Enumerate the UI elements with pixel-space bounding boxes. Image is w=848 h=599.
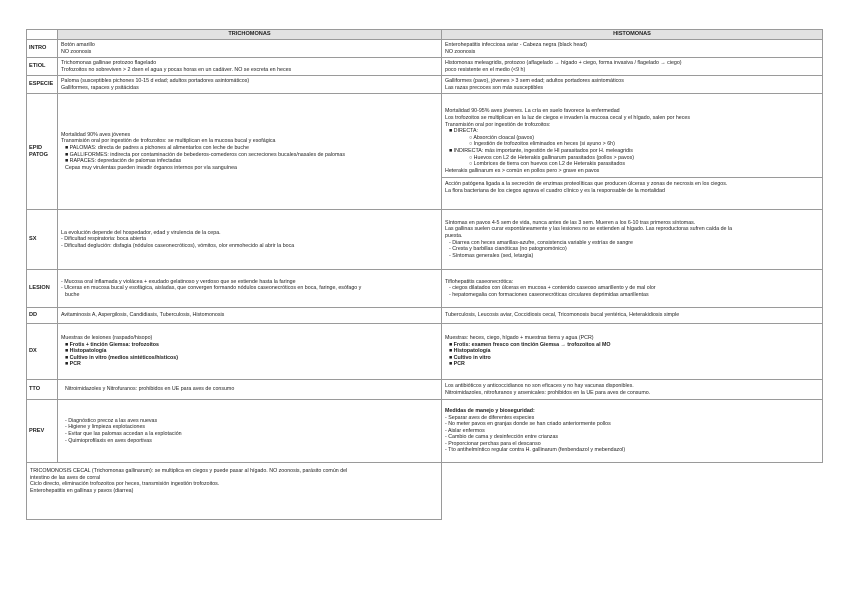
- cecal-note-cell: [27, 463, 442, 520]
- text-line: ■ INDIRECTA: más importante, ingestión de HI parasitados por H. meleagridis: [449, 148, 633, 154]
- text-line: ■ Frotis + tinción Giemsa: trofozoitos: [65, 341, 159, 348]
- text-line: Medidas de manejo y bioseguridad:: [445, 407, 535, 414]
- header-histomonas: HISTOMONAS: [442, 30, 823, 40]
- text-line: La flora bacteriana de los ciegos agrava el cuadro clínico y es la responsable de la mortalidad: [445, 187, 665, 194]
- text-line: puesta.: [445, 232, 463, 239]
- row-label: ESPECIE: [27, 76, 58, 94]
- text-line: Nitroimidazoles y Nitrofuranos: prohibidos en UE para aves de consumo: [65, 386, 235, 393]
- text-line: ■ PCR: [449, 361, 465, 368]
- text-line: Nitroimidazoles, nitrofuranos y arsenicales: prohibidos en la UE para aves de consumo.: [445, 389, 651, 396]
- row-intro: [27, 40, 823, 58]
- text-line: - Tto antihelmíntico regular contra H. gallinarum (fenbendazol y mebendazol): [445, 447, 626, 454]
- text-line: Cepas muy virulentas pueden invadir órganos internos por vía sanguínea: [65, 164, 237, 171]
- text-line: - Higiene y limpieza explotaciones: [65, 424, 146, 431]
- histomonas-cell: [442, 210, 823, 270]
- text-line: Trichomonas gallinae protozoo flagelado: [61, 59, 157, 66]
- text-line: - Aislar enfermos: [445, 427, 485, 434]
- row-label: DX: [27, 324, 58, 380]
- trichomonas-cell: [58, 58, 442, 76]
- text-line: poco resistente en el medio (<9 h): [445, 66, 526, 73]
- text-line: Ciclo directo, eliminación trofozoitos por heces, transmisión ingestión trofozoitos.: [30, 481, 220, 488]
- text-line: Trofozoitos no sobreviven > 2 dsen el agua y pocas horas en un cadáver. NO se excreta en heces: [61, 66, 292, 73]
- text-line: - Separar aves de diferentes especies: [445, 414, 535, 421]
- row-label: TTO: [27, 380, 58, 400]
- text-line: Enterohepatitis infecciosa aviar - Cabeza negra (black head): [445, 41, 587, 48]
- row-sx: [27, 210, 823, 270]
- row-label: INTRO: [27, 40, 58, 58]
- row-especie: [27, 76, 823, 94]
- text-line: TRICOMONOSIS CECAL (Trichomonas gallinarum): se multiplica en ciegos y puede pasar al hígado. NO zoonosis, parásito común del: [30, 468, 348, 474]
- text-line: Los antibióticos y anticoccidianos no son eficaces y no hay vacunas disponibles.: [445, 382, 634, 389]
- text-line: NO zoonosis: [61, 48, 92, 55]
- text-line: ■ Cultivo in vitro (medios sintéticos/hísticos): [65, 354, 178, 361]
- row-dx: [27, 324, 823, 380]
- text-line: Paloma (susceptibles pichones 10-15 d edad; adultos portadores asintomáticos): [61, 77, 250, 84]
- text-line: - hepatomegalia con formaciones caseonecróticas circulares deprimidas amarillentas: [449, 291, 649, 298]
- text-line: Tiflohepatitis caseonecrótica:: [445, 278, 514, 285]
- text-line: - Úlceras en mucosa bucal y esofágica, aisladas, que convergen formando nódulos caseonecróticos en boca, faringe, esófago y: [61, 285, 362, 292]
- header-row: [27, 30, 823, 40]
- text-line: ■ GALLIFORMES: indirecta por contaminación de bebederos-comederos con secreciones bucales/nasales de palomas: [65, 151, 345, 158]
- text-line: - Proporcionar perchas para el descanso: [445, 440, 541, 447]
- histomonas-cell: [442, 270, 823, 308]
- text-line: - Mucosa oral inflamada y violácea + exudado gelatinoso y verdoso que se extiende hasta la faringe: [61, 278, 296, 285]
- text-line: - Quimioprofilaxis en aves deportivas: [65, 437, 152, 444]
- text-line: - Cambio de cama y desinfección entre crianzas: [445, 434, 559, 441]
- row-lesion: [27, 270, 823, 308]
- trichomonas-cell: [58, 308, 442, 324]
- comparison-table: [26, 29, 823, 520]
- text-line: ■ RAPACES: depredación de palomas infectadas: [65, 158, 182, 165]
- row-label: LESION: [27, 270, 58, 308]
- text-line: Los trofozoitos se multiplican en la luz de ciegos e invaden la mucosa cecal y el hígado, salen por heces: [445, 115, 690, 122]
- text-line: Galliformes (pavo), jóvenes > 3 sem edad; adultos portadores asintomáticos: [445, 77, 624, 84]
- row-tto: [27, 380, 823, 400]
- text-line: Muestras de lesiones (raspado/hisopo): [61, 335, 153, 342]
- text-line: - Dificultad deglución: disfagia (nódulos caseonecróticos), vómitos, olor enmohecido al abrir la boca: [61, 242, 295, 249]
- text-line: ○ Lombrices de tierra con huevos con L2 de Heterakis parasitados: [469, 161, 626, 168]
- text-line: Botón amarillo: [61, 41, 95, 48]
- histomonas-cell: [442, 400, 823, 463]
- text-line: - Diagnóstico precoz a las aves nuevas: [65, 417, 158, 424]
- text-line: buche: [65, 291, 80, 298]
- trichomonas-cell: [58, 76, 442, 94]
- trichomonas-cell: [58, 40, 442, 58]
- text-line: ■ Cultivo in vitro: [449, 354, 491, 361]
- trichomonas-cell: [58, 94, 442, 210]
- text-line: - Diarrea con heces amarillas-azufre, consistencia variable y estrías de sangre: [449, 239, 634, 246]
- text-line: Galliformes, rapaces y psitácidas: [61, 84, 139, 91]
- text-line: ○ Absorción cloacal (pavos): [469, 134, 535, 141]
- trichomonas-cell: [58, 324, 442, 380]
- corner-cell: [27, 30, 58, 40]
- histomonas-cell: [442, 308, 823, 324]
- histomonas-cell: [442, 76, 823, 94]
- text-line: - Evitar que las palomas accedan a la explotación: [65, 431, 182, 437]
- text-line: La evolución depende del hospedador, edad y virulencia de la cepa.: [61, 229, 221, 236]
- text-line: ■ Histopatología: [65, 348, 107, 355]
- row-etiol: [27, 58, 823, 76]
- text-line: Transmisión oral por ingestión de trofozoitos: se multiplican en la mucosa bucal y esofágica: [61, 138, 276, 145]
- histomonas-cell: [442, 380, 823, 400]
- pathogenesis-block: [442, 177, 822, 194]
- text-line: Transmisión oral por ingestión de trofozoitos:: [445, 121, 551, 128]
- text-line: - ciegos dilatados con úlceras en mucosa + contenido caseoso amarillento y de mal olor: [449, 285, 656, 292]
- text-line: Mortalidad 90-95% aves jóvenes. La cría en suelo favorece la enfermedad: [445, 108, 620, 115]
- trichomonas-cell: [58, 210, 442, 270]
- text-line: Enterohepatitis en gallinas y pavos (diarrea): [30, 487, 134, 494]
- text-line: Heterakis gallinarum es > común en pollos pero > grave en pavos: [445, 167, 600, 174]
- row-epid-patog: [27, 94, 823, 210]
- text-line: Las gallinas suelen curar espontáneamente y las lesiones no se extienden al hígado. Las reproductoras sufren caída de la: [445, 226, 733, 233]
- row-prev: [27, 400, 823, 463]
- text-line: Avitaminosis A, Aspergilosis, Candidiasis, Tuberculosis, Histomonosis: [61, 312, 225, 319]
- trichomonas-cell: [58, 270, 442, 308]
- row-label: EPID PATOG: [27, 94, 58, 210]
- text-line: ■ PALOMAS: directa de padres a pichones al alimentarlos con leche de buche: [65, 144, 249, 151]
- trichomonas-cell: [58, 400, 442, 463]
- text-line: Mortalidad 90% aves jóvenes: [61, 131, 131, 138]
- row-dd: [27, 308, 823, 324]
- notes-sheet: [26, 29, 822, 520]
- text-line: ■ Histopatología: [449, 348, 491, 355]
- row-label: ETIOL: [27, 58, 58, 76]
- text-line: - Cresta y barbillas cianóticas (no patognomónico): [449, 246, 567, 253]
- text-line: Acción patógena ligada a la secreción de enzimas proteolíticas que producen úlceras y zonas de necrosis en los ciegos.: [445, 181, 728, 188]
- text-line: Las razas precoces son más susceptibles: [445, 84, 544, 91]
- text-line: ■ DIRECTA:: [449, 128, 478, 135]
- text-line: - Dificultad respiratoria: boca abierta: [61, 236, 147, 243]
- histomonas-cell: [442, 58, 823, 76]
- text-line: - No meter pavos en granjas donde se han criado anteriormente pollos: [445, 421, 611, 428]
- text-line: ○ Ingestión de trofozoitos eliminados en heces (si ayuno > 6h): [469, 141, 615, 148]
- empty-cell: [442, 463, 823, 520]
- histomonas-cell: [442, 94, 823, 210]
- text-line: - Síntomas generales (sed, letargia): [449, 252, 534, 259]
- text-line: ■ PCR: [65, 361, 81, 368]
- header-trichomonas: TRICHOMONAS: [58, 30, 442, 40]
- trichomonas-cell: [58, 380, 442, 400]
- text-line: Muestras: heces, ciego, hígado + muestras tierra y agua (PCR): [445, 335, 594, 342]
- text-line: ■ Frotis: examen fresco con tinción Giemsa → trofozoitos al MO: [449, 341, 611, 348]
- row-label: SX: [27, 210, 58, 270]
- row-label: PREV: [27, 400, 58, 463]
- text-line: Tuberculosis, Leucosis aviar, Coccidiosis cecal, Tricomonosis bucal yentérica, Heterakidiosis simple: [445, 312, 680, 319]
- histomonas-cell: [442, 324, 823, 380]
- row-label: DD: [27, 308, 58, 324]
- histomonas-cell: [442, 40, 823, 58]
- text-line: NO zoonosis: [445, 48, 476, 55]
- row-tricomonosis-cecal: [27, 463, 823, 520]
- text-line: ○ Huevos con L2 de Heterakis gallinarum parasitados (pollos > pavos): [469, 154, 634, 161]
- text-line: Histomonas meleagridis, protozoo (aflagelado → hígado + ciego, forma invasiva / flagelado → ciego): [445, 59, 682, 66]
- text-line: intestino de las aves de corral: [30, 474, 101, 481]
- text-line: Síntomas en pavos 4-5 sem de vida, nunca antes de las 3 sem. Mueren a los 6-10 tras primeros síntomas.: [445, 219, 696, 226]
